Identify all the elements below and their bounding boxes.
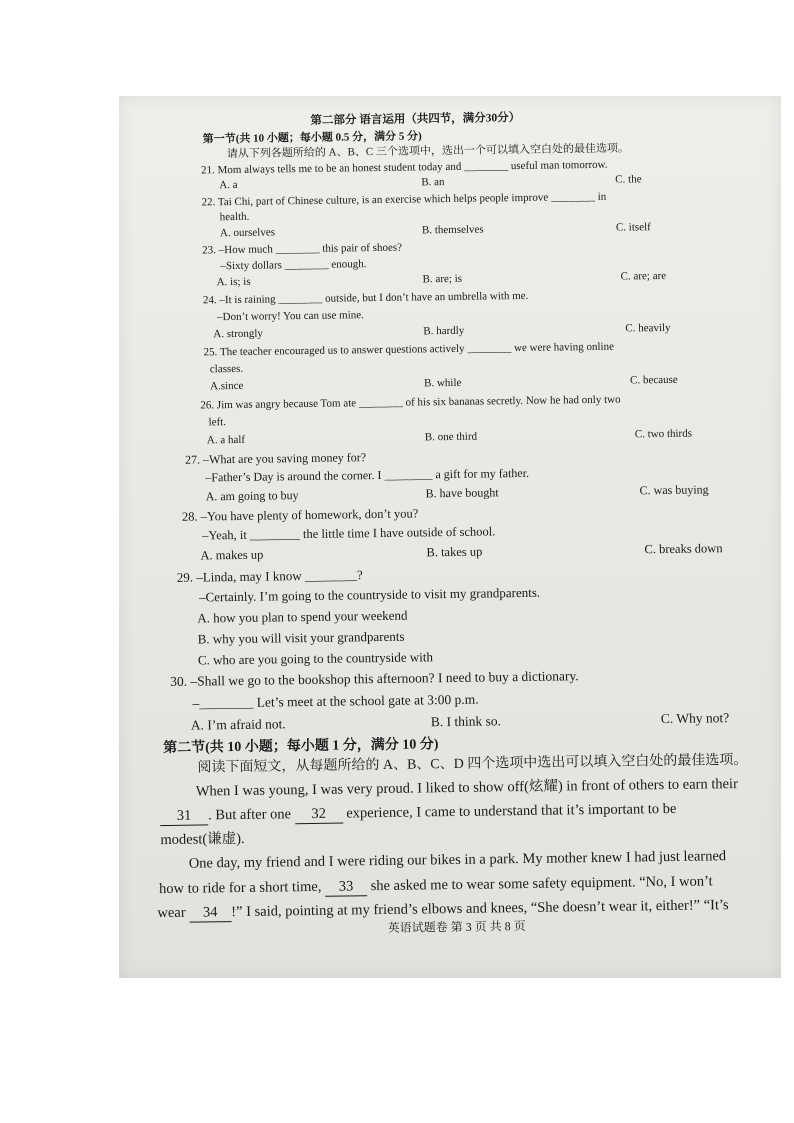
- question-21: 21. Mom always tells me to be an honest student today and ________ useful man tomorrow.: [201, 158, 608, 177]
- section1-instruction: 请从下列各题所给的 A、B、C 三个选项中，选出一个可以填入空白处的最佳选项。: [226, 142, 630, 161]
- q29-option-b: B. why you will visit your grandparents: [197, 628, 405, 647]
- section2-title: 第二节(共 10 小题；每小题 1 分，满分 10 分): [163, 737, 439, 757]
- part-title: 第二部分 语言运用（共四节，满分30分）: [310, 111, 521, 127]
- question-23: 23. –How much ________ this pair of shoes?: [202, 241, 403, 257]
- passage-line-2-text-b: experience, I came to understand that it’s important to be: [346, 800, 677, 822]
- blank-33: 33: [325, 877, 367, 897]
- q30-option-c: C. Why not?: [660, 710, 730, 727]
- q25-option-b: B. while: [423, 376, 462, 390]
- q25-option-c: C. because: [629, 373, 678, 387]
- passage-line-2: [160, 800, 677, 826]
- q25-option-a: A.since: [210, 379, 244, 393]
- question-24: 24. –It is raining ________ outside, but I don’t have an umbrella with me.: [202, 289, 529, 307]
- section2-instruction: 阅读下面短文，从每题所给的 A、B、C、D 四个选项中选出可以填入空白处的最佳选项。: [197, 752, 748, 776]
- question-25-cont: classes.: [209, 362, 244, 376]
- passage-line-5: [159, 872, 713, 899]
- q28-option-a: A. makes up: [200, 547, 264, 563]
- question-24-cont: –Don’t worry! You can use mine.: [217, 309, 364, 324]
- question-23-cont: –Sixty dollars ________ enough.: [220, 258, 367, 273]
- blank-34: 34: [189, 903, 231, 923]
- question-29: 29. –Linda, may I know ________?: [176, 567, 363, 585]
- q27-option-a: A. am going to buy: [205, 488, 299, 504]
- q24-option-a: A. strongly: [213, 327, 263, 341]
- passage-line-6-text-a: wear: [157, 904, 186, 922]
- section1-title: 第一节(共 10 小题；每小题 0.5 分，满分 5 分): [202, 130, 422, 146]
- exam-page: [119, 96, 781, 978]
- q28-option-c: C. breaks down: [644, 541, 723, 557]
- q21-option-c: C. the: [615, 173, 642, 186]
- passage-line-6-text-b: !” I said, pointing at my friend’s elbows and knees, “She doesn’t wear it, either!” “It’s: [231, 897, 729, 921]
- q27-option-b: B. have bought: [425, 485, 499, 501]
- question-25: 25. The teacher encouraged us to answer questions actively ________ we were having online: [203, 340, 615, 359]
- q23-option-b: B. are; is: [422, 272, 463, 286]
- question-26: 26. Jim was angry because Tom ate ________ of his six bananas secretly. Now he had only two: [200, 393, 621, 412]
- q30-option-b: B. I think so.: [430, 713, 502, 730]
- question-27-cont: –Father’s Day is around the corner. I ________ a gift for my father.: [205, 465, 530, 485]
- passage-line-5-text-a: how to ride for a short time,: [159, 878, 322, 898]
- passage-line-3: modest(谦虚).: [160, 830, 245, 849]
- q23-option-a: A. is; is: [216, 275, 251, 289]
- q28-option-b: B. takes up: [426, 544, 483, 560]
- q22-option-b: B. themselves: [421, 223, 484, 237]
- q30-option-a: A. I’m afraid not.: [190, 716, 286, 733]
- q26-option-a: A. a half: [206, 433, 246, 447]
- question-27: 27. –What are you saving money for?: [185, 450, 367, 467]
- blank-32: 32: [295, 805, 343, 825]
- q24-option-b: B. hardly: [423, 324, 465, 338]
- q22-option-a: A. ourselves: [219, 226, 276, 240]
- passage-line-2-text-a: . But after one: [207, 806, 292, 824]
- q27-option-c: C. was buying: [639, 482, 709, 498]
- q21-option-b: B. an: [421, 176, 445, 189]
- page-footer: 英语试题卷 第 3 页 共 8 页: [387, 918, 526, 935]
- q21-option-a: A. a: [219, 178, 238, 192]
- q22-option-c: C. itself: [615, 221, 651, 234]
- page-content: [114, 91, 788, 982]
- question-28: 28. –You have plenty of homework, don’t you?: [181, 506, 419, 524]
- q24-option-c: C. heavily: [625, 321, 671, 335]
- question-28-cont: –Yeah, it ________ the little time I have outside of school.: [202, 524, 496, 543]
- question-26-cont: left.: [208, 416, 227, 429]
- passage-line-1: When I was young, I was very proud. I liked to show off(炫耀) in front of others to earn their: [195, 776, 738, 800]
- blank-31: 31: [160, 806, 208, 826]
- question-22-cont: health.: [219, 210, 250, 224]
- passage-line-4: One day, my friend and I were riding our bikes in a park. My mother knew I had just learned: [188, 848, 727, 872]
- q29-option-c: C. who are you going to the countryside with: [197, 649, 434, 668]
- q26-option-c: C. two thirds: [634, 427, 693, 441]
- question-30-cont: –________ Let’s meet at the school gate at 3:00 p.m.: [192, 691, 479, 711]
- question-29-cont: –Certainly. I’m going to the countryside to visit my grandparents.: [198, 584, 541, 605]
- question-22: 22. Tai Chi, part of Chinese culture, is an exercise which helps people improve ________ in: [201, 190, 607, 209]
- passage-line-5-text-b: she asked me to wear some safety equipment. “No, I won’t: [370, 873, 713, 895]
- q29-option-a: A. how you plan to spend your weekend: [197, 607, 408, 626]
- q26-option-b: B. one third: [424, 430, 478, 444]
- question-30: 30. –Shall we go to the bookshop this afternoon? I need to buy a dictionary.: [170, 668, 579, 689]
- q23-option-c: C. are; are: [620, 269, 667, 283]
